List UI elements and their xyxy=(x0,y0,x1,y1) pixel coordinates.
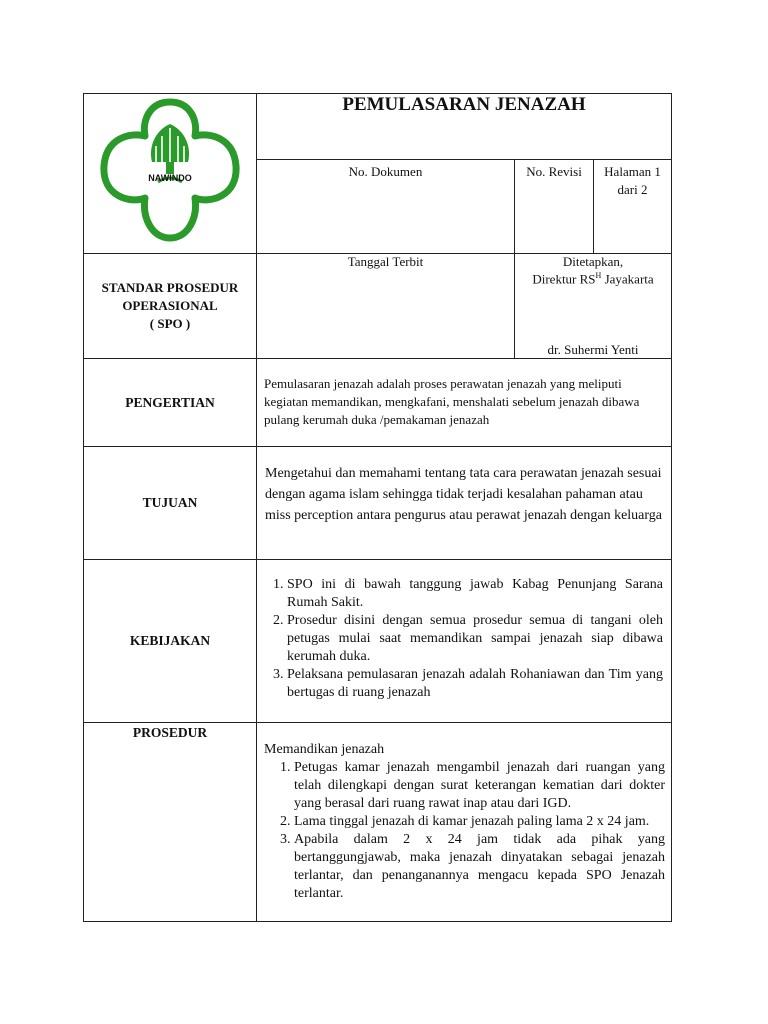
halaman-line2: dari 2 xyxy=(617,182,648,197)
logo-text: NAWINDO xyxy=(148,173,192,183)
direktur-label: Direktur $RS^H$ Jayakarta xyxy=(532,271,654,287)
spo-label-cell xyxy=(84,254,257,359)
pengertian-label: PENGERTIAN xyxy=(84,359,257,447)
logo-cell xyxy=(84,94,257,254)
prosedur-list xyxy=(264,759,665,903)
kebijakan-item: 3. Pelaksana pemulasaran jenazah adalah Rohaniawan dan Tim yang bertugas di ruang jenazah xyxy=(287,666,663,702)
spo-document xyxy=(83,93,671,915)
spo-table xyxy=(83,93,672,922)
tanggal-terbit-label: Tanggal Terbit xyxy=(347,254,424,269)
tujuan-label: TUJUAN xyxy=(84,447,257,560)
spo-line2: OPERASIONAL xyxy=(122,298,218,313)
prosedur-item: 2. Lama tinggal jenazah di kamar jenazah paling lama 2 x 24 jam. xyxy=(294,813,665,831)
kebijakan-item: 1. SPO ini di bawah tanggung jawab Kabag Penunjang Sarana Rumah Sakit. xyxy=(287,576,663,612)
no-dokumen-cell xyxy=(257,160,515,254)
spo-line3: ( SPO ) xyxy=(149,316,191,331)
kebijakan-list xyxy=(263,576,663,702)
tanggal-terbit-cell xyxy=(257,254,515,359)
kebijakan-label: KEBIJAKAN xyxy=(84,560,257,723)
prosedur-label: PROSEDUR xyxy=(84,723,257,922)
ditetapkan-cell xyxy=(515,254,672,359)
prosedur-item: 3. Apabila dalam 2 x 24 jam tidak ada pihak yang bertanggungjawab, maka jenazah dinyatakan sebagai jenazah terlantar, dan penanganannya mengacu kepada SPO Jenazah terlantar. xyxy=(294,831,665,903)
kebijakan-cell xyxy=(257,560,672,723)
signatory-name: dr. Suhermi Yenti xyxy=(547,342,639,357)
pengertian-text: Pemulasaran jenazah adalah proses perawatan jenazah yang meliputi kegiatan memandikan, mengkafani, menshalati sebelum jenazah dibawa pulang kerumah duka /pemakaman jenazah xyxy=(257,359,672,447)
halaman-cell xyxy=(594,160,672,254)
document-title: PEMULASARAN JENAZAH xyxy=(257,94,672,160)
no-revisi-cell xyxy=(515,160,594,254)
hospital-logo xyxy=(92,96,248,246)
ditetapkan-label: Ditetapkan, xyxy=(562,254,624,269)
tujuan-text: Mengetahui dan memahami tentang tata cara perawatan jenazah sesuai dengan agama islam sehingga tidak terjadi kesalahan pahaman atau miss perception antara pengurus atau perawat jenazah dengan keluarga xyxy=(257,447,672,560)
prosedur-item: 1. Petugas kamar jenazah mengambil jenazah dari ruangan yang telah dilengkapi dengan surat keterangan kematian dari dokter yang berasal dari ruang rawat inap atau dari IGD. xyxy=(294,759,665,813)
no-revisi-label: No. Revisi xyxy=(526,164,582,179)
kebijakan-item: 2. Prosedur disini dengan semua prosedur semua di tangani oleh petugas mulai saat memandikan sampai jenazah siap dibawa kerumah duka. xyxy=(287,612,663,666)
prosedur-subtitle: Memandikan jenazah xyxy=(264,742,385,757)
prosedur-cell xyxy=(257,723,672,922)
halaman-line1: Halaman 1 xyxy=(604,164,661,179)
spo-line1: STANDAR PROSEDUR xyxy=(101,280,239,295)
no-dokumen-label: No. Dokumen xyxy=(348,164,423,179)
